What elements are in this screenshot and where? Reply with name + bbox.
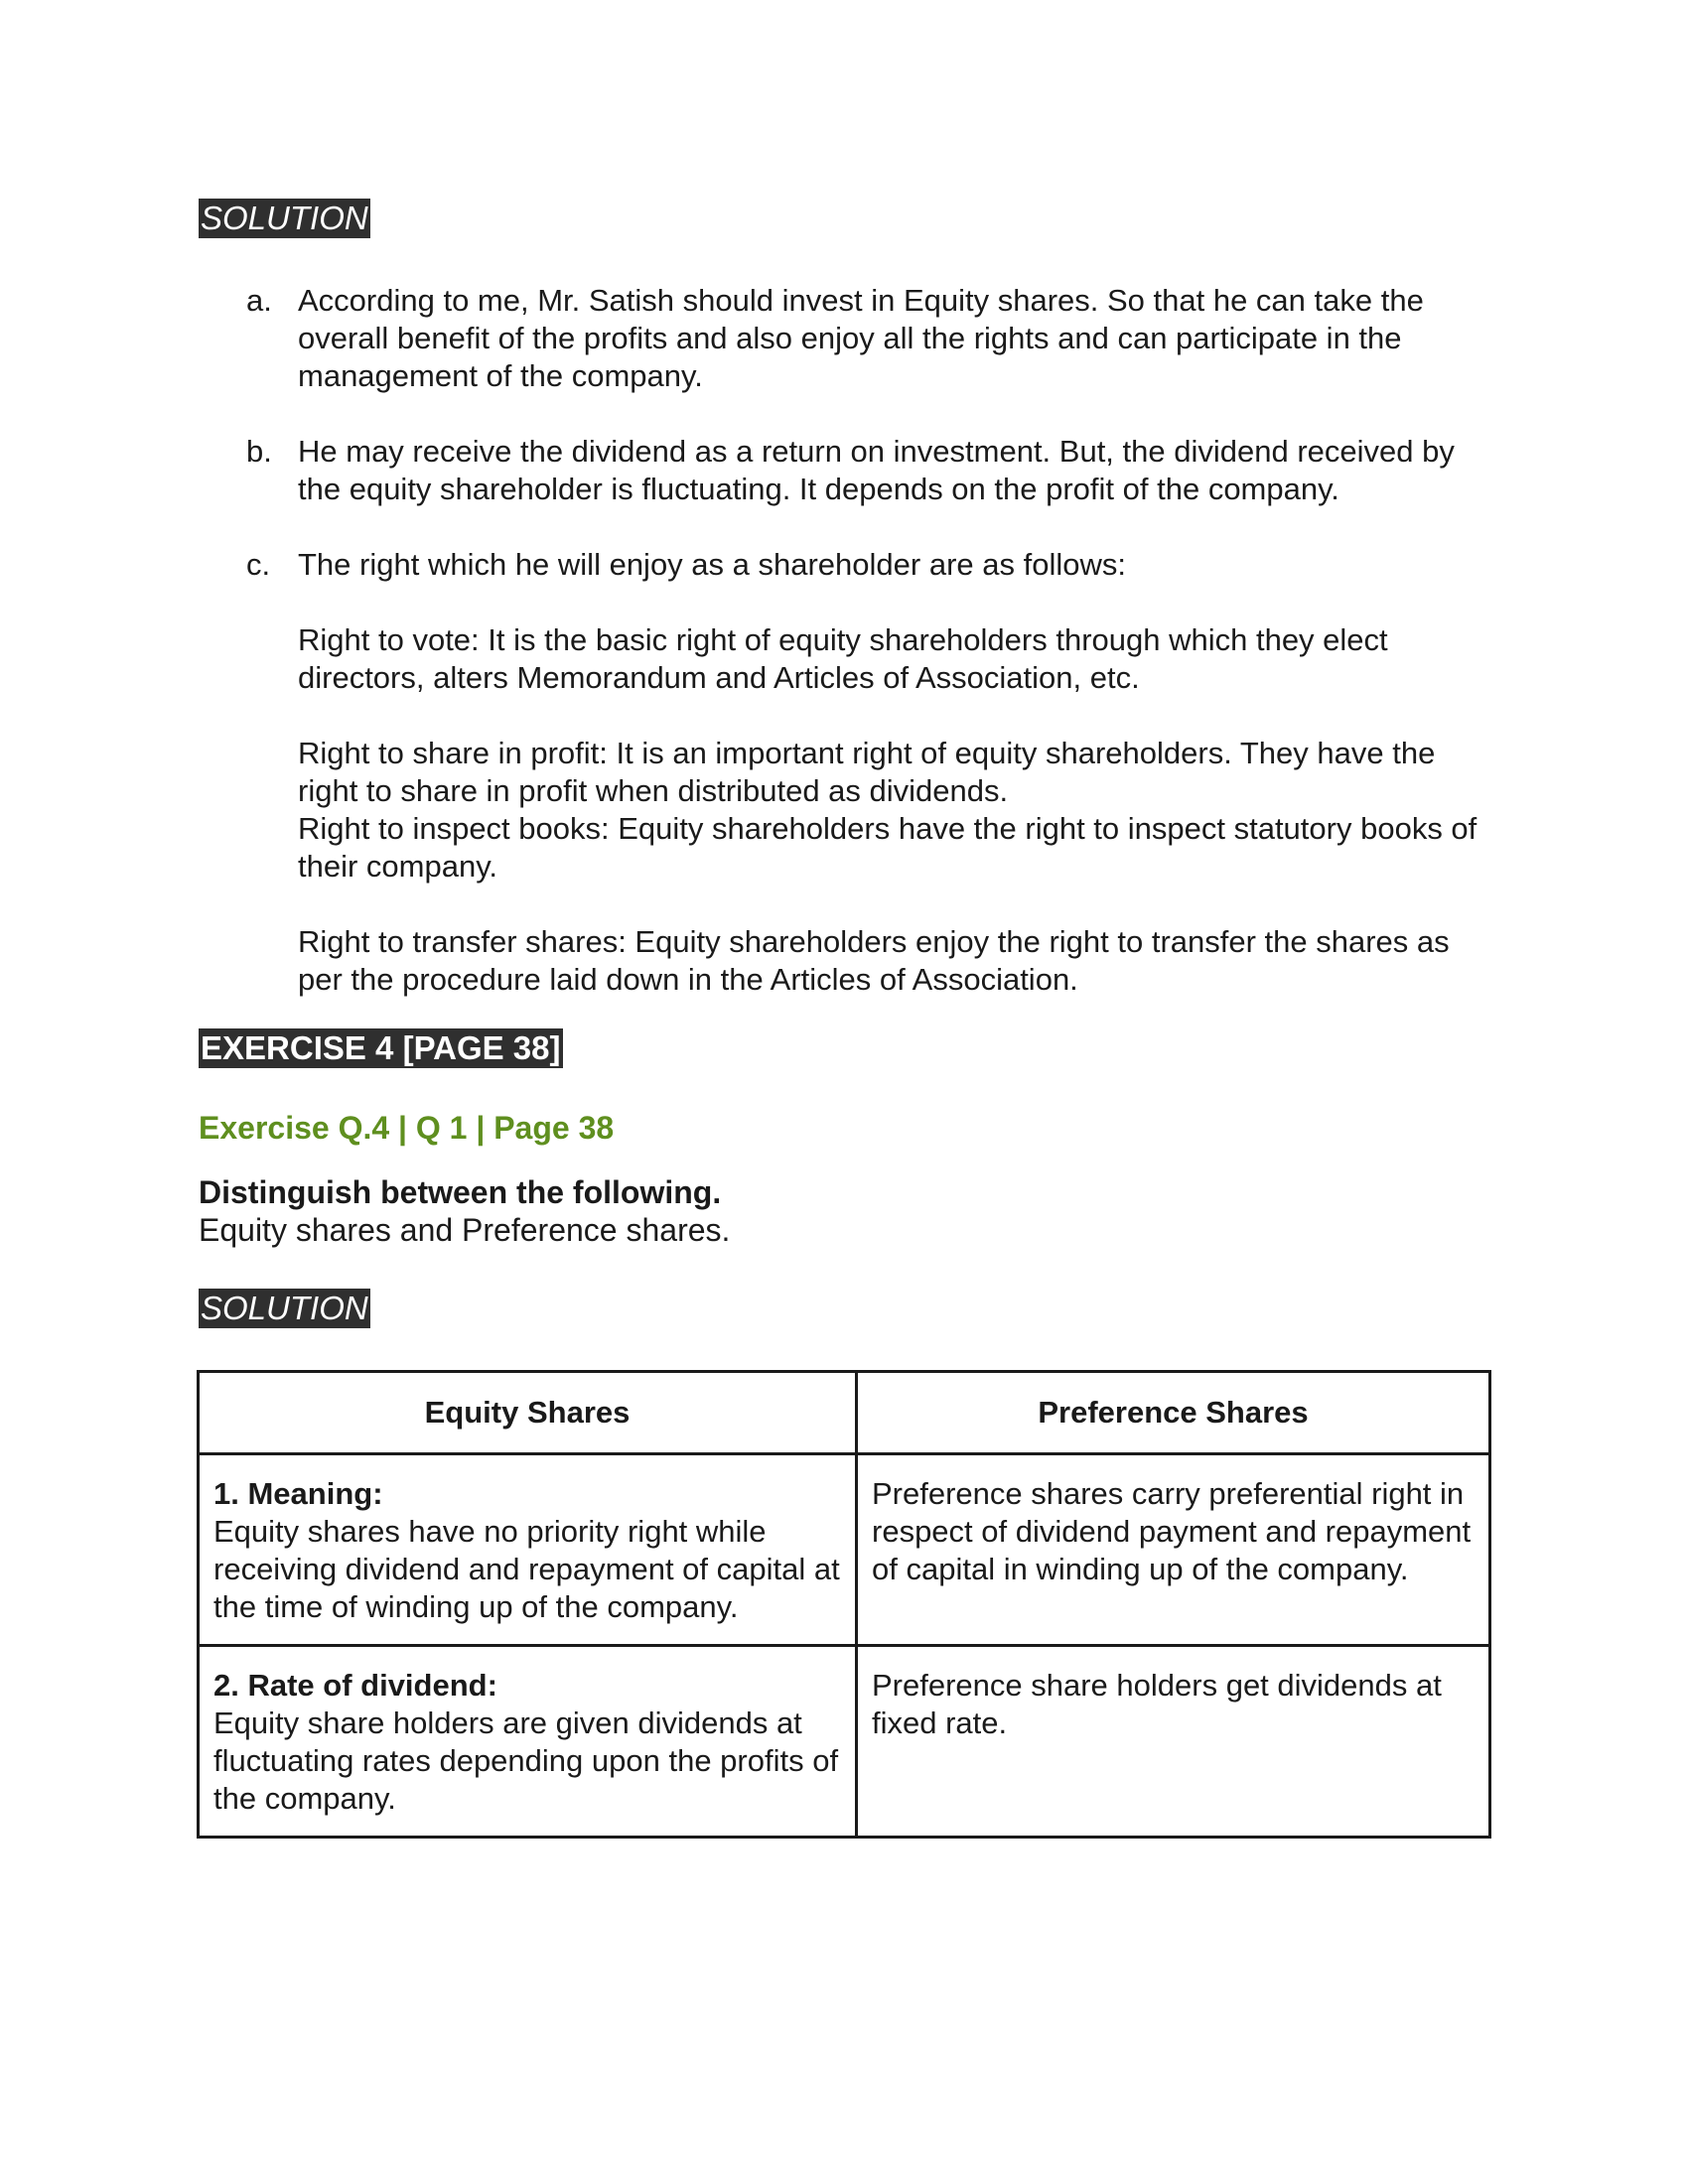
list-marker: b. [246,434,272,469]
document-page [199,199,1489,1839]
cell-equity [199,1454,857,1646]
answer-text: The right which he will enjoy as a shareholder are as follows: [298,547,1126,582]
solution-badge: SOLUTION [201,1290,368,1326]
solution-badge: SOLUTION [201,200,368,236]
cell-text: Equity shares have no priority right while receiving dividend and repayment of capital at the time of winding up of the company. [213,1514,840,1624]
cell-text: Equity share holders are given dividends at fluctuating rates depending upon the profits of the company. [213,1706,839,1816]
comparison-table [197,1370,1491,1839]
row-heading: 2. Rate of dividend: [213,1668,497,1703]
cell-equity [199,1646,857,1838]
list-item [199,282,1489,395]
answer-list [199,282,1489,999]
table-header-row [199,1372,1490,1454]
right-to-share-profit: Right to share in profit: It is an important right of equity shareholders. They have the right to share in profit when distributed as dividends. [298,736,1436,808]
table-row [199,1454,1490,1646]
question [199,1173,1489,1249]
answer-text: According to me, Mr. Satish should invest in Equity shares. So that he can take the overall benefit of the profits and also enjoy all the rights and can participate in the management of the company. [298,283,1424,393]
cell-preference: Preference share holders get dividends at fixed rate. [857,1646,1490,1838]
list-item [199,546,1489,999]
right-to-transfer-shares: Right to transfer shares: Equity shareholders enjoy the right to transfer the shares as per the procedure laid down in the Articles of Association. [298,924,1450,997]
question-text: Equity shares and Preference shares. [199,1212,731,1248]
cell-preference: Preference shares carry preferential right in respect of dividend payment and repayment of capital in winding up of the company. [857,1454,1490,1646]
question-title: Distinguish between the following. [199,1174,722,1210]
list-marker: c. [246,547,271,582]
header-equity-shares: Equity Shares [199,1372,857,1454]
answer-text: He may receive the dividend as a return on investment. But, the dividend received by the equity shareholder is fluctuating. It depends on the profit of the company. [298,434,1455,506]
exercise-reference: Exercise Q.4 | Q 1 | Page 38 [199,1110,615,1146]
header-preference-shares: Preference Shares [857,1372,1490,1454]
table-row [199,1646,1490,1838]
right-to-vote: Right to vote: It is the basic right of equity shareholders through which they elect directors, alters Memorandum and Articles of Association, etc. [298,622,1388,695]
row-heading: 1. Meaning: [213,1476,383,1511]
list-marker: a. [246,283,272,318]
right-to-inspect-books: Right to inspect books: Equity shareholders have the right to inspect statutory books of their company. [298,811,1477,884]
exercise-badge: EXERCISE 4 [PAGE 38] [201,1029,561,1066]
list-item [199,433,1489,508]
